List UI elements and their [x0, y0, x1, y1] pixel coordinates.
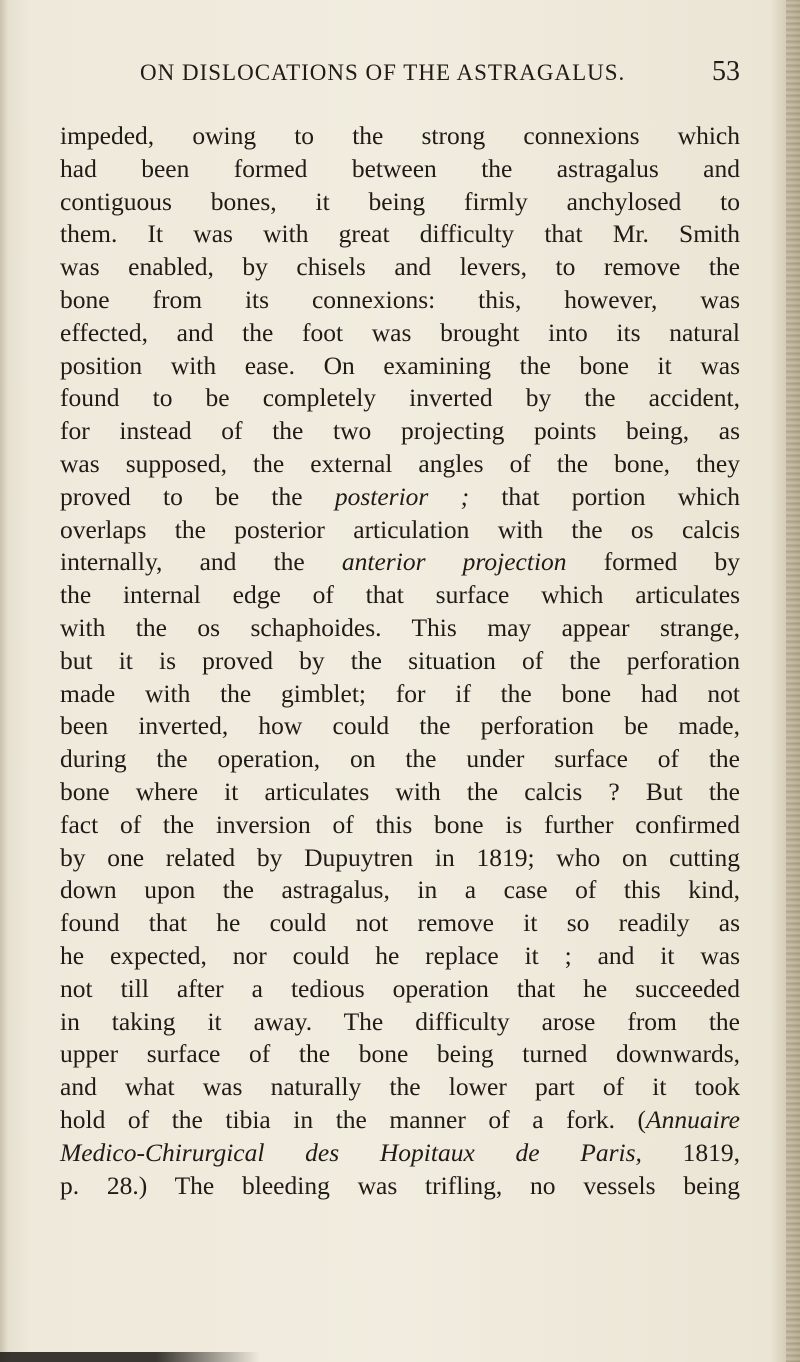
text-line: upper surface of the bone being turned downwards,: [60, 1039, 740, 1069]
text-line: not till after a tedious operation that he succeeded: [60, 973, 740, 1003]
text-line: overlaps the posterior articulation with the os calcis: [60, 514, 740, 544]
text-line: fact of the inversion of this bone is further confirmed: [60, 809, 740, 839]
text-line: was supposed, the external angles of the bone, they: [60, 448, 740, 478]
text-line: impeded, owing to the strong connexions which: [60, 121, 740, 150]
text-line: proved to be the posterior ; that portion which: [60, 481, 741, 511]
page-left-edge: [0, 0, 8, 1362]
page-number: 53: [712, 56, 740, 87]
page-bottom-edge: [0, 1352, 260, 1362]
text-line: effected, and the foot was brought into its natural: [60, 317, 740, 347]
text-line: down upon the astragalus, in a case of this kind,: [60, 875, 740, 905]
text-line: found that he could not remove it so readily as: [60, 908, 740, 938]
text-line: them. It was with great difficulty that Mr. Smith: [60, 219, 740, 249]
page-binding-edge: [786, 0, 800, 1362]
running-title: ON DISLOCATIONS OF THE ASTRAGALUS.: [140, 60, 626, 85]
text-line: for instead of the two projecting points being, as: [60, 416, 740, 446]
text-line: during the operation, on the under surface of the: [60, 744, 740, 774]
text-line: made with the gimblet; for if the bone had not: [60, 678, 740, 708]
text-line: with the os schaphoides. This may appear strange,: [60, 612, 740, 642]
text-line: contiguous bones, it being firmly anchylosed to: [60, 186, 740, 216]
body-text: [60, 120, 740, 1202]
text-line: been inverted, how could the perforation be made,: [60, 711, 740, 741]
text-line: found to be completely inverted by the accident,: [60, 383, 740, 413]
text-line: by one related by Dupuytren in 1819; who on cutting: [60, 842, 740, 872]
text-line: had been formed between the astragalus and: [60, 153, 740, 183]
text-line: p. 28.) The bleeding was trifling, no vessels being: [60, 1170, 740, 1200]
text-line: bone where it articulates with the calcis ? But the: [60, 776, 740, 806]
text-line: Medico-Chirurgical des Hopitaux de Paris, 1819,: [60, 1137, 740, 1167]
text-line: internally, and the anterior projection formed by: [60, 547, 740, 577]
text-line: in taking it away. The difficulty arose from the: [60, 1006, 740, 1036]
text-line: but it is proved by the situation of the perforation: [60, 645, 740, 675]
text-line: he expected, nor could he replace it ; and it was: [60, 940, 740, 970]
text-line: the internal edge of that surface which articulates: [60, 580, 740, 610]
page-header: [60, 56, 740, 100]
text-line: hold of the tibia in the manner of a fork. (Annuaire: [60, 1104, 740, 1134]
text-line: bone from its connexions: this, however, was: [60, 284, 740, 314]
text-line: and what was naturally the lower part of it took: [60, 1072, 740, 1102]
text-line: was enabled, by chisels and levers, to remove the: [60, 252, 740, 282]
text-line: position with ease. On examining the bone it was: [60, 350, 740, 380]
